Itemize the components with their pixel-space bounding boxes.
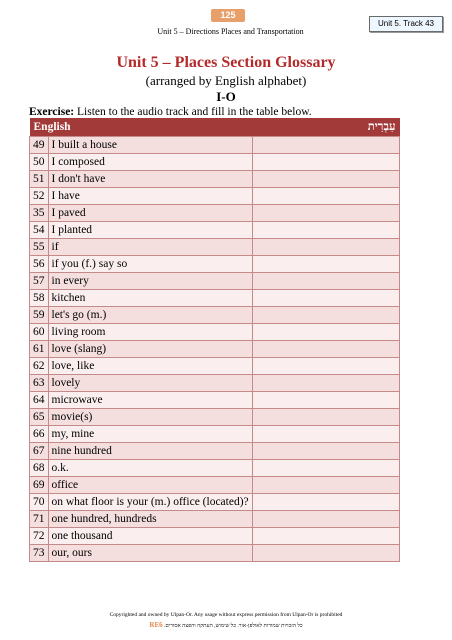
hebrew-answer-cell[interactable] [253,255,400,272]
table-row [30,272,400,289]
exercise-text: Listen to the audio track and fill in the table below. [74,106,312,118]
table-row [30,238,400,255]
english-term: o.k. [48,459,253,476]
english-term: office [48,476,253,493]
hebrew-answer-cell[interactable] [253,544,400,561]
row-number: 69 [30,476,49,493]
page-number-badge: 125 [211,9,245,22]
table-row [30,357,400,374]
table-row [30,408,400,425]
english-term: I built a house [48,136,253,153]
table-row [30,510,400,527]
english-term: love, like [48,357,253,374]
table-row [30,221,400,238]
english-term: one hundred, hundreds [48,510,253,527]
table-row [30,391,400,408]
table-row [30,493,400,510]
row-number: 58 [30,289,49,306]
hebrew-answer-cell[interactable] [253,238,400,255]
row-number: 73 [30,544,49,561]
row-number: 63 [30,374,49,391]
row-number: 60 [30,323,49,340]
hebrew-answer-cell[interactable] [253,323,400,340]
english-term: let's go (m.) [48,306,253,323]
hebrew-answer-cell[interactable] [253,527,400,544]
hebrew-answer-cell[interactable] [253,204,400,221]
footer-hebrew-line [0,621,452,629]
table-row [30,340,400,357]
english-term: I paved [48,204,253,221]
hebrew-answer-cell[interactable] [253,374,400,391]
english-term: one thousand [48,527,253,544]
row-number: 64 [30,391,49,408]
english-column-header: English [30,118,253,136]
row-number: 70 [30,493,49,510]
english-term: I don't have [48,170,253,187]
table-row [30,255,400,272]
hebrew-answer-cell[interactable] [253,493,400,510]
english-term: nine hundred [48,442,253,459]
table-row [30,153,400,170]
hebrew-answer-cell[interactable] [253,357,400,374]
audio-track-button[interactable]: Unit 5. Track 43 [369,16,443,32]
row-number: 55 [30,238,49,255]
hebrew-answer-cell[interactable] [253,442,400,459]
row-number: 65 [30,408,49,425]
row-number: 71 [30,510,49,527]
hebrew-answer-cell[interactable] [253,136,400,153]
english-term: if [48,238,253,255]
english-term: if you (f.) say so [48,255,253,272]
english-term: in every [48,272,253,289]
hebrew-notice: כל הזכויות שמורות לאולפן-אור. כל שימוש, העתקה והפצה אסורים. [164,623,303,629]
hebrew-answer-cell[interactable] [253,459,400,476]
row-number: 57 [30,272,49,289]
row-number: 35 [30,204,49,221]
table-row [30,289,400,306]
hebrew-answer-cell[interactable] [253,170,400,187]
row-number: 52 [30,187,49,204]
table-row [30,459,400,476]
hebrew-answer-cell[interactable] [253,272,400,289]
row-number: 72 [30,527,49,544]
table-row [30,442,400,459]
exercise-instructions [29,106,312,118]
exercise-label: Exercise: [29,106,75,118]
row-number: 50 [30,153,49,170]
hebrew-answer-cell[interactable] [253,306,400,323]
page-subtitle: (arranged by English alphabet) [145,73,307,88]
hebrew-column-header: עִבְרִית [253,118,400,136]
hebrew-answer-cell[interactable] [253,289,400,306]
hebrew-answer-cell[interactable] [253,425,400,442]
footer-code: RE6 [149,621,163,629]
unit-header: Unit 5 – Directions Places and Transportation [157,27,304,36]
row-number: 62 [30,357,49,374]
hebrew-answer-cell[interactable] [253,187,400,204]
english-term: love (slang) [48,340,253,357]
row-number: 68 [30,459,49,476]
row-number: 56 [30,255,49,272]
hebrew-answer-cell[interactable] [253,221,400,238]
table-row [30,374,400,391]
table-row [30,187,400,204]
english-term: I have [48,187,253,204]
glossary-rows [30,136,400,561]
hebrew-answer-cell[interactable] [253,340,400,357]
row-number: 67 [30,442,49,459]
hebrew-answer-cell[interactable] [253,408,400,425]
english-term: kitchen [48,289,253,306]
table-row [30,306,400,323]
alphabet-range: I-O [216,89,236,104]
table-row [30,527,400,544]
english-term: I planted [48,221,253,238]
hebrew-answer-cell[interactable] [253,153,400,170]
english-term: microwave [48,391,253,408]
table-row [30,476,400,493]
row-number: 66 [30,425,49,442]
table-row [30,544,400,561]
english-term: our, ours [48,544,253,561]
table-row [30,204,400,221]
row-number: 49 [30,136,49,153]
english-term: I composed [48,153,253,170]
row-number: 51 [30,170,49,187]
row-number: 59 [30,306,49,323]
english-term: on what floor is your (m.) office (located)? [48,493,253,510]
row-number: 54 [30,221,49,238]
english-term: movie(s) [48,408,253,425]
table-row [30,425,400,442]
english-term: lovely [48,374,253,391]
table-row [30,323,400,340]
row-number: 61 [30,340,49,357]
hebrew-answer-cell[interactable] [253,476,400,493]
glossary-table [29,118,400,562]
table-row [30,136,400,153]
table-header-row [30,118,400,136]
english-term: living room [48,323,253,340]
copyright-notice: Copyrighted and owned by Ulpan-Or. Any usage without express permission from Ulpan-Or is prohibited [109,612,343,618]
table-row [30,170,400,187]
page-title: Unit 5 – Places Section Glossary [116,54,336,71]
hebrew-answer-cell[interactable] [253,510,400,527]
hebrew-answer-cell[interactable] [253,391,400,408]
english-term: my, mine [48,425,253,442]
